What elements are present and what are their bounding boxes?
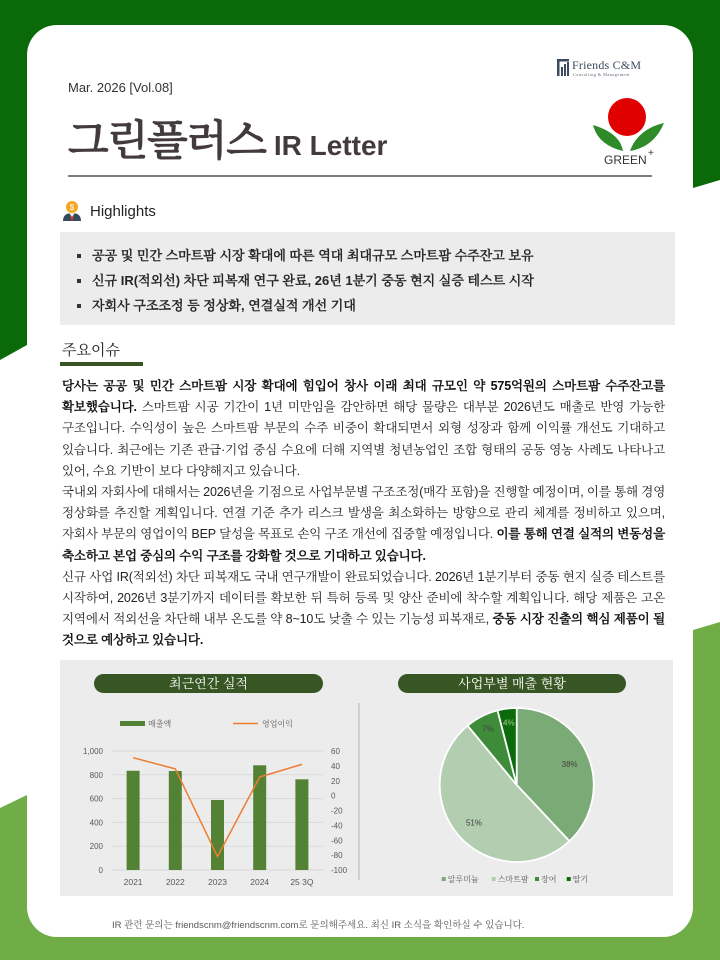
- y-axis-tick-label: 200: [89, 842, 103, 852]
- bold-text: 당사는 공공 및 민간 스마트팜 시장 확대에 힘입어 창사 이래 최대 규모인 약 575억원의 스마트팜 수주잔고를: [62, 379, 665, 393]
- body-text: 있습니다. 최근에는 기존 관급·기업 중심 수요에 더해 지역별 청년농업인 조합 형태의 공동 영농 사례도 나타나고: [62, 442, 665, 457]
- main-issues-underline: [60, 362, 143, 366]
- legend-label: 스마트팜: [497, 875, 529, 884]
- revenue-bar: [127, 771, 140, 870]
- legend-label: 장어: [541, 875, 557, 884]
- revenue-bar: [169, 771, 182, 870]
- y-axis-tick-label: 800: [89, 770, 103, 780]
- x-axis-tick-label: 2022: [165, 877, 185, 887]
- legend-swatch: [442, 877, 446, 881]
- company-wordmark: GREEN: [604, 153, 647, 167]
- legend-label: 알루미늄: [447, 875, 479, 884]
- y2-axis-tick-label: 40: [331, 761, 340, 771]
- main-issues-body: [62, 376, 665, 651]
- pie-slice-label: 4%: [503, 718, 515, 728]
- body-line: [62, 567, 665, 588]
- company-wordmark-plus: +: [648, 148, 654, 159]
- body-line: [62, 609, 665, 630]
- body-text: 정상화를 추진할 계획입니다. 연결 기준 추가 리스크 발생을 최소화하는 방향으로 관리 체계를 정비하고 있으며,: [62, 506, 665, 521]
- highlight-text: 자회사 구조조정 등 정상화, 연결실적 개선 기대: [92, 298, 356, 313]
- revenue-bar: [295, 779, 308, 870]
- pie-slice-label: 7%: [482, 724, 494, 734]
- body-text: 구조입니다. 수익성이 높은 스마트팜 부문의 수주 비중이 확대되면서 외형 성장과 함께 이익률 개선도 기대하고: [62, 421, 665, 436]
- main-issues-heading: 주요이슈: [62, 342, 120, 359]
- y2-axis-tick-label: -60: [331, 836, 343, 846]
- pie-slice-label: 51%: [465, 818, 482, 828]
- bold-text: 것으로 예상하고 있습니다.: [62, 633, 204, 648]
- contact-email-link[interactable]: friendscnm@friendscnm.com: [175, 920, 299, 931]
- bold-text: 이를 통해 연결 실적의 변동성을: [496, 527, 665, 542]
- y2-axis-tick-label: 0: [331, 791, 336, 801]
- highlight-text: 공공 및 민간 스마트팜 시장 확대에 따른 역대 최대규모 스마트팜 수주잔고 보유: [92, 248, 534, 263]
- highlight-text: 신규 IR(적외선) 차단 피복재 연구 완료, 26년 1분기 중동 현지 실증 테스트 시작: [92, 273, 534, 288]
- legend-bar-swatch: [120, 721, 145, 726]
- body-line: [62, 418, 665, 439]
- body-line: [62, 546, 665, 567]
- body-text: 있어, 수요 기반이 보다 다양해지고 있습니다.: [62, 463, 300, 478]
- bold-text: 확보했습니다.: [62, 400, 137, 415]
- segment-sales-pie-chart: [440, 708, 594, 884]
- charts-canvas: [60, 660, 673, 896]
- body-line: [62, 630, 665, 651]
- bullet-icon: [77, 304, 81, 308]
- bold-text: 축소하고 본업 중심의 수익 구조를 강화할 것으로 기대하고 있습니다.: [62, 548, 426, 563]
- businessman-dollar-icon: [62, 200, 82, 221]
- footer-suffix: 로 문의해주세요. 최신 IR 소식을 확인하실 수 있습니다.: [298, 920, 525, 931]
- body-text: 자회사 부문의 영업이익 BEP 달성을 목표로 손익 구조 개선에 집중할 예정입니다.: [62, 527, 497, 542]
- bold-text: 중동 시장 진출의 핵심 제품이 될: [492, 612, 665, 627]
- body-text: 시작하여, 2026년 3분기까지 데이터를 확보한 뒤 특허 등록 및 양산 준비에 착수할 계획입니다. 해당 제품은 고온: [62, 590, 665, 605]
- body-line: [62, 461, 665, 482]
- pie-slice-label: 38%: [561, 760, 578, 770]
- page-title: [68, 115, 387, 177]
- highlights-box: [60, 232, 675, 325]
- legend-label: 딸기: [572, 875, 589, 884]
- revenue-bar: [253, 765, 266, 870]
- revenue-bar: [211, 800, 224, 870]
- annual-performance-chart: [83, 719, 348, 888]
- bullet-icon: [77, 279, 81, 283]
- y2-axis-tick-label: -100: [331, 866, 348, 875]
- y2-axis-tick-label: -40: [331, 821, 343, 831]
- legend-swatch: [492, 877, 496, 881]
- y2-axis-tick-label: -20: [331, 806, 343, 816]
- title-suffix: IR Letter: [273, 130, 388, 161]
- title-divider: [68, 175, 652, 177]
- company-logo: [590, 95, 670, 170]
- body-text: 국내외 자회사에 대해서는 2026년을 기점으로 사업부문별 구조조정(매각 포함)을 진행할 예정이며, 이를 통해 경영: [62, 484, 666, 499]
- consultant-tagline: Consulting & Management: [573, 72, 631, 77]
- body-line: [62, 397, 665, 418]
- x-axis-tick-label: 25 3Q: [290, 877, 314, 887]
- company-name-title: 그린플러스: [68, 117, 266, 164]
- bullet-icon: [77, 254, 81, 258]
- body-line: [62, 503, 665, 524]
- consultant-logo: [557, 59, 677, 79]
- y-axis-tick-label: 0: [98, 866, 103, 875]
- y2-axis-tick-label: 60: [331, 747, 340, 756]
- svg-text:$: $: [69, 203, 75, 212]
- body-line: [62, 524, 665, 545]
- body-text: 지역에서 적외선을 차단해 내부 온도를 약 8~10도 낮출 수 있는 기능성 피복재로,: [62, 612, 493, 627]
- y2-axis-tick-label: -80: [331, 851, 343, 861]
- highlights-heading: Highlights: [90, 203, 156, 220]
- body-text: 신규 사업 IR(적외선) 차단 피복재도 국내 연구개발이 완료되었습니다. 2026년 1분기부터 중동 현지 실증 테스트를: [62, 569, 665, 584]
- annual-performance-chart-title: 최근연간 실적: [94, 674, 323, 693]
- body-text: 스마트팜 시공 기간이 1년 미만임을 감안하면 해당 물량은 대부분 2026년도 매출로 반영 가능한: [136, 400, 665, 415]
- y2-axis-tick-label: 20: [331, 776, 340, 786]
- legend-label: 영업이익: [262, 719, 293, 729]
- consultant-name: Friends C&M: [572, 58, 642, 72]
- issue-date-volume: Mar. 2026 [Vol.08]: [68, 80, 173, 95]
- body-line: [62, 482, 665, 503]
- footer-contact: [112, 919, 524, 933]
- body-line: [62, 588, 665, 609]
- legend-swatch: [567, 877, 571, 881]
- x-axis-tick-label: 2023: [208, 877, 227, 887]
- charts-panel: [60, 660, 673, 896]
- legend-label: 매출액: [148, 719, 172, 729]
- bar-chart-building-icon: [557, 59, 569, 76]
- x-axis-tick-label: 2024: [250, 877, 270, 887]
- body-line: [62, 376, 665, 397]
- x-axis-tick-label: 2021: [123, 877, 143, 887]
- segment-sales-chart-title: 사업부별 매출 현황: [398, 674, 626, 693]
- body-line: [62, 440, 665, 461]
- flower-sprout-icon: [590, 95, 670, 170]
- footer-prefix: IR 관련 문의는: [112, 920, 176, 931]
- y-axis-tick-label: 400: [89, 818, 103, 828]
- y-axis-tick-label: 600: [89, 794, 103, 804]
- legend-swatch: [535, 877, 539, 881]
- y-axis-tick-label: 1,000: [82, 747, 103, 756]
